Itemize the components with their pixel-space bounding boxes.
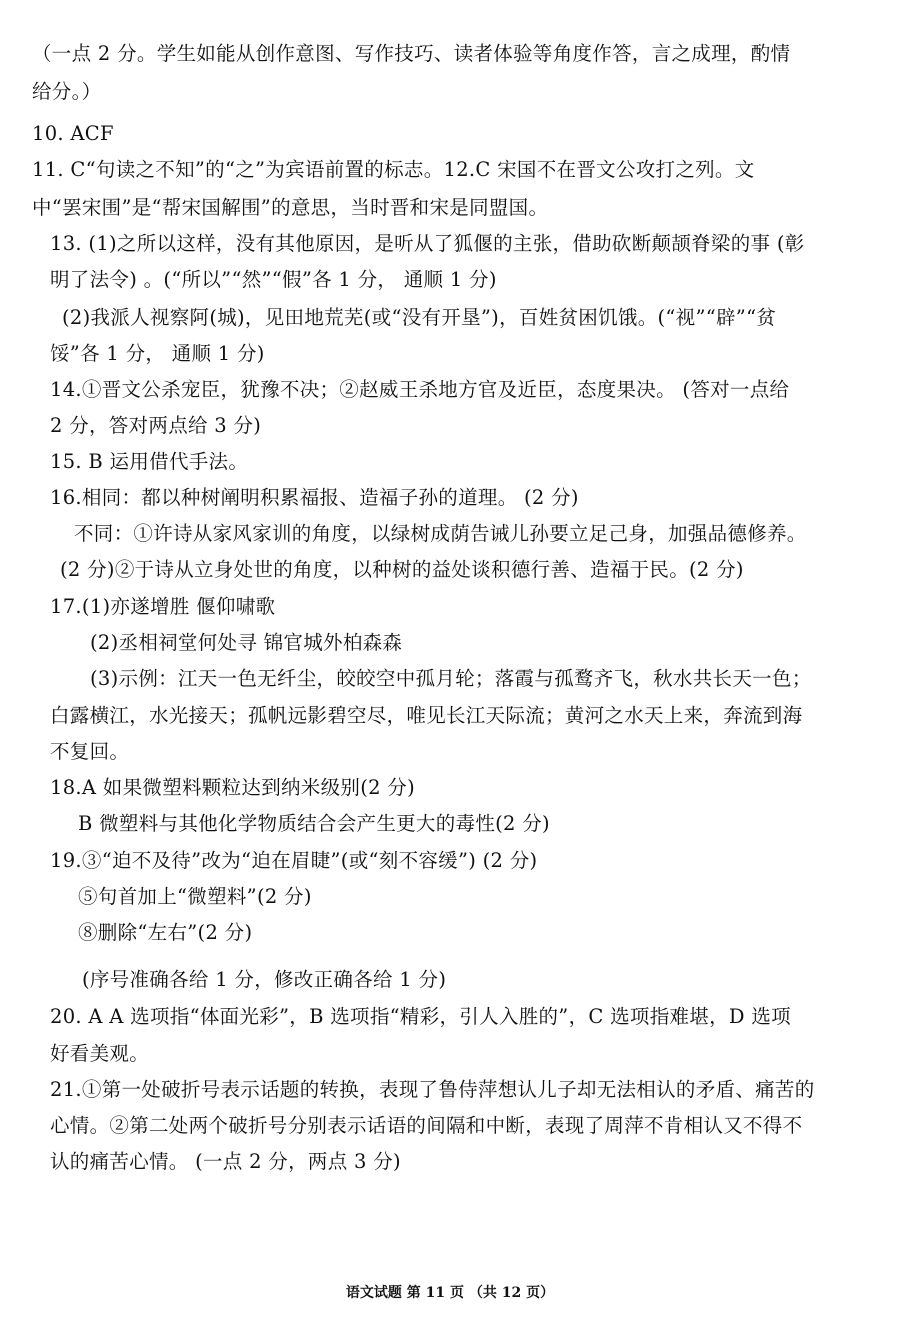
text-line-25: ⑧删除“左右”(2 分) (78, 921, 253, 944)
text-line-1: （一点 2 分。学生如能从创作意图、写作技巧、读者体验等角度作答，言之成理，酌情 (32, 42, 791, 65)
text-line-26: (序号准确各给 1 分，修改正确各给 1 分) (82, 968, 447, 991)
text-line-11: 2 分，答对两点给 3 分) (50, 414, 262, 437)
text-line-27: 20. A A 选项指“体面光彩”，B 选项指“精彩，引人入胜的”，C 选项指难堪，D 选项 (50, 1005, 791, 1028)
text-line-8: (2)我派人视察阿(城)，见田地荒芜(或“没有开垦”)，百姓贫困饥饿。(“视”“辟”“贫 (62, 306, 777, 329)
text-line-17: (2)丞相祠堂何处寻 锦官城外柏森森 (90, 631, 403, 654)
text-line-13: 16.相同：都以种树阐明积累福报、造福子孙的道理。 (2 分) (50, 486, 579, 509)
text-line-4: 11. C“句读之不知”的“之”为宾语前置的标志。12.C 宋国不在晋文公攻打之列。文 (32, 158, 755, 181)
text-line-18: (3)示例：江天一色无纤尘，皎皎空中孤月轮；落霞与孤鹜齐飞，秋水共长天一色； (90, 667, 812, 690)
text-line-10: 14.①晋文公杀宠臣，犹豫不决；②赵威王杀地方官及近臣，态度果决。 (答对一点给 (50, 378, 790, 401)
text-line-5: 中“罢宋围”是“帮宋国解围”的意思，当时晋和宋是同盟国。 (32, 196, 549, 219)
text-line-12: 15. B 运用借代手法。 (50, 450, 249, 473)
text-line-28: 好看美观。 (50, 1042, 150, 1065)
text-line-19: 白露横江，水光接天；孤帆远影碧空尽，唯见长江天际流；黄河之水天上来，奔流到海 (50, 704, 803, 727)
text-line-20: 不复回。 (50, 740, 130, 763)
text-line-2: 给分。） (32, 80, 102, 103)
text-line-23: 19.③“迫不及待”改为“迫在眉睫”(或“刻不容缓”) (2 分) (50, 849, 538, 872)
text-line-31: 认的痛苦心情。 (一点 2 分，两点 3 分) (50, 1150, 401, 1173)
text-line-24: ⑤句首加上“微塑料”(2 分) (78, 885, 312, 908)
text-line-21: 18.A 如果微塑料颗粒达到纳米级别(2 分) (50, 776, 416, 799)
text-line-14: 不同：①许诗从家风家训的角度，以绿树成荫告诫儿孙要立足己身，加强品德修养。 (74, 522, 807, 545)
text-line-7: 明了法令) 。(“所以”“然”“假”各 1 分， 通顺 1 分) (50, 268, 497, 291)
text-line-9: 馁”各 1 分， 通顺 1 分) (50, 342, 265, 365)
text-line-29: 21.①第一处破折号表示话题的转换，表现了鲁侍萍想认儿子却无法相认的矛盾、痛苦的 (50, 1078, 815, 1101)
text-line-3: 10. ACF (32, 122, 114, 145)
text-line-16: 17.(1)亦遂增胜 偃仰啸歌 (50, 595, 276, 618)
page-footer: 语文试题 第 11 页 （共 12 页） (345, 1285, 555, 1301)
text-line-6: 13. (1)之所以这样，没有其他原因，是听从了狐偃的主张，借助砍断颠颉脊梁的事 (彰 (50, 232, 805, 255)
text-line-15: (2 分)②于诗从立身处世的角度，以种树的益处谈积德行善、造福于民。(2 分) (60, 558, 744, 581)
text-line-30: 心情。②第二处两个破折号分别表示话语的间隔和中断，表现了周萍不肯相认又不得不 (50, 1114, 803, 1137)
text-line-22: B 微塑料与其他化学物质结合会产生更大的毒性(2 分) (78, 812, 550, 835)
